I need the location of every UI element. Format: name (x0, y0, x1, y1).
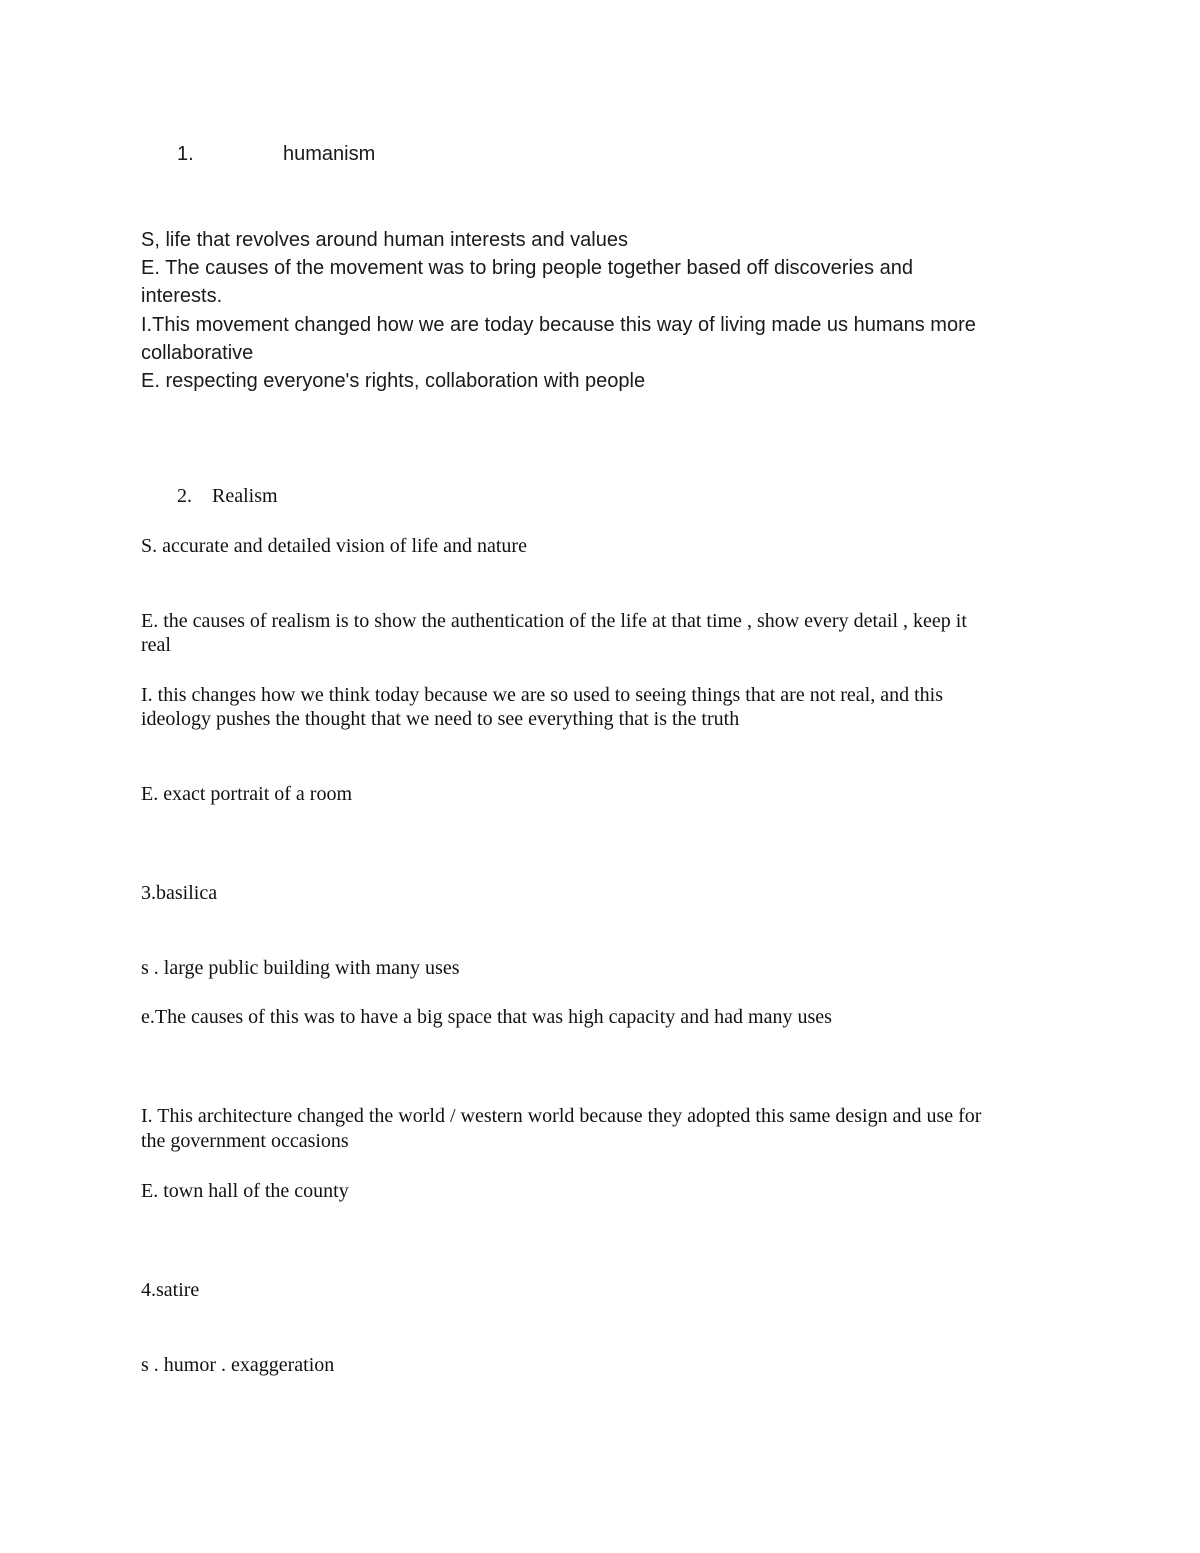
effect-line-continued: real (141, 634, 171, 656)
effect-line: e.The causes of this was to have a big space that was high capacity and had many uses (141, 1006, 832, 1028)
effect-line: E. the causes of realism is to show the authentication of the life at that time , show every detail , keep it (141, 610, 967, 632)
effect-line-continued: interests. (141, 285, 223, 307)
effect-line: E. The causes of the movement was to bring people together based off discoveries and (141, 257, 913, 279)
summary-line: S, life that revolves around human interests and values (141, 229, 628, 251)
impact-line-continued: the government occasions (141, 1130, 349, 1152)
section-title: 4.satire (141, 1279, 200, 1301)
section-title: 3.basilica (141, 882, 218, 904)
summary-line: S. accurate and detailed vision of life and nature (141, 535, 527, 557)
example-line: E. town hall of the county (141, 1180, 349, 1202)
example-line: E. exact portrait of a room (141, 783, 353, 805)
impact-line: I. this changes how we think today because we are so used to seeing things that are not real, and this (141, 684, 944, 706)
impact-line-continued: ideology pushes the thought that we need to see everything that is the truth (141, 708, 740, 730)
impact-line-continued: collaborative (141, 342, 254, 364)
summary-line: s . large public building with many uses (141, 957, 460, 979)
section-title: Realism (212, 485, 278, 507)
section-title: humanism (283, 143, 376, 165)
list-number: 2. (177, 485, 192, 507)
example-line: E. respecting everyone's rights, collaboration with people (141, 370, 646, 392)
impact-line: I. This architecture changed the world / western world because they adopted this same design and use for (141, 1105, 982, 1127)
impact-line: I.This movement changed how we are today because this way of living made us humans more (141, 314, 976, 336)
list-number: 1. (177, 143, 194, 165)
summary-line: s . humor . exaggeration (141, 1354, 335, 1376)
